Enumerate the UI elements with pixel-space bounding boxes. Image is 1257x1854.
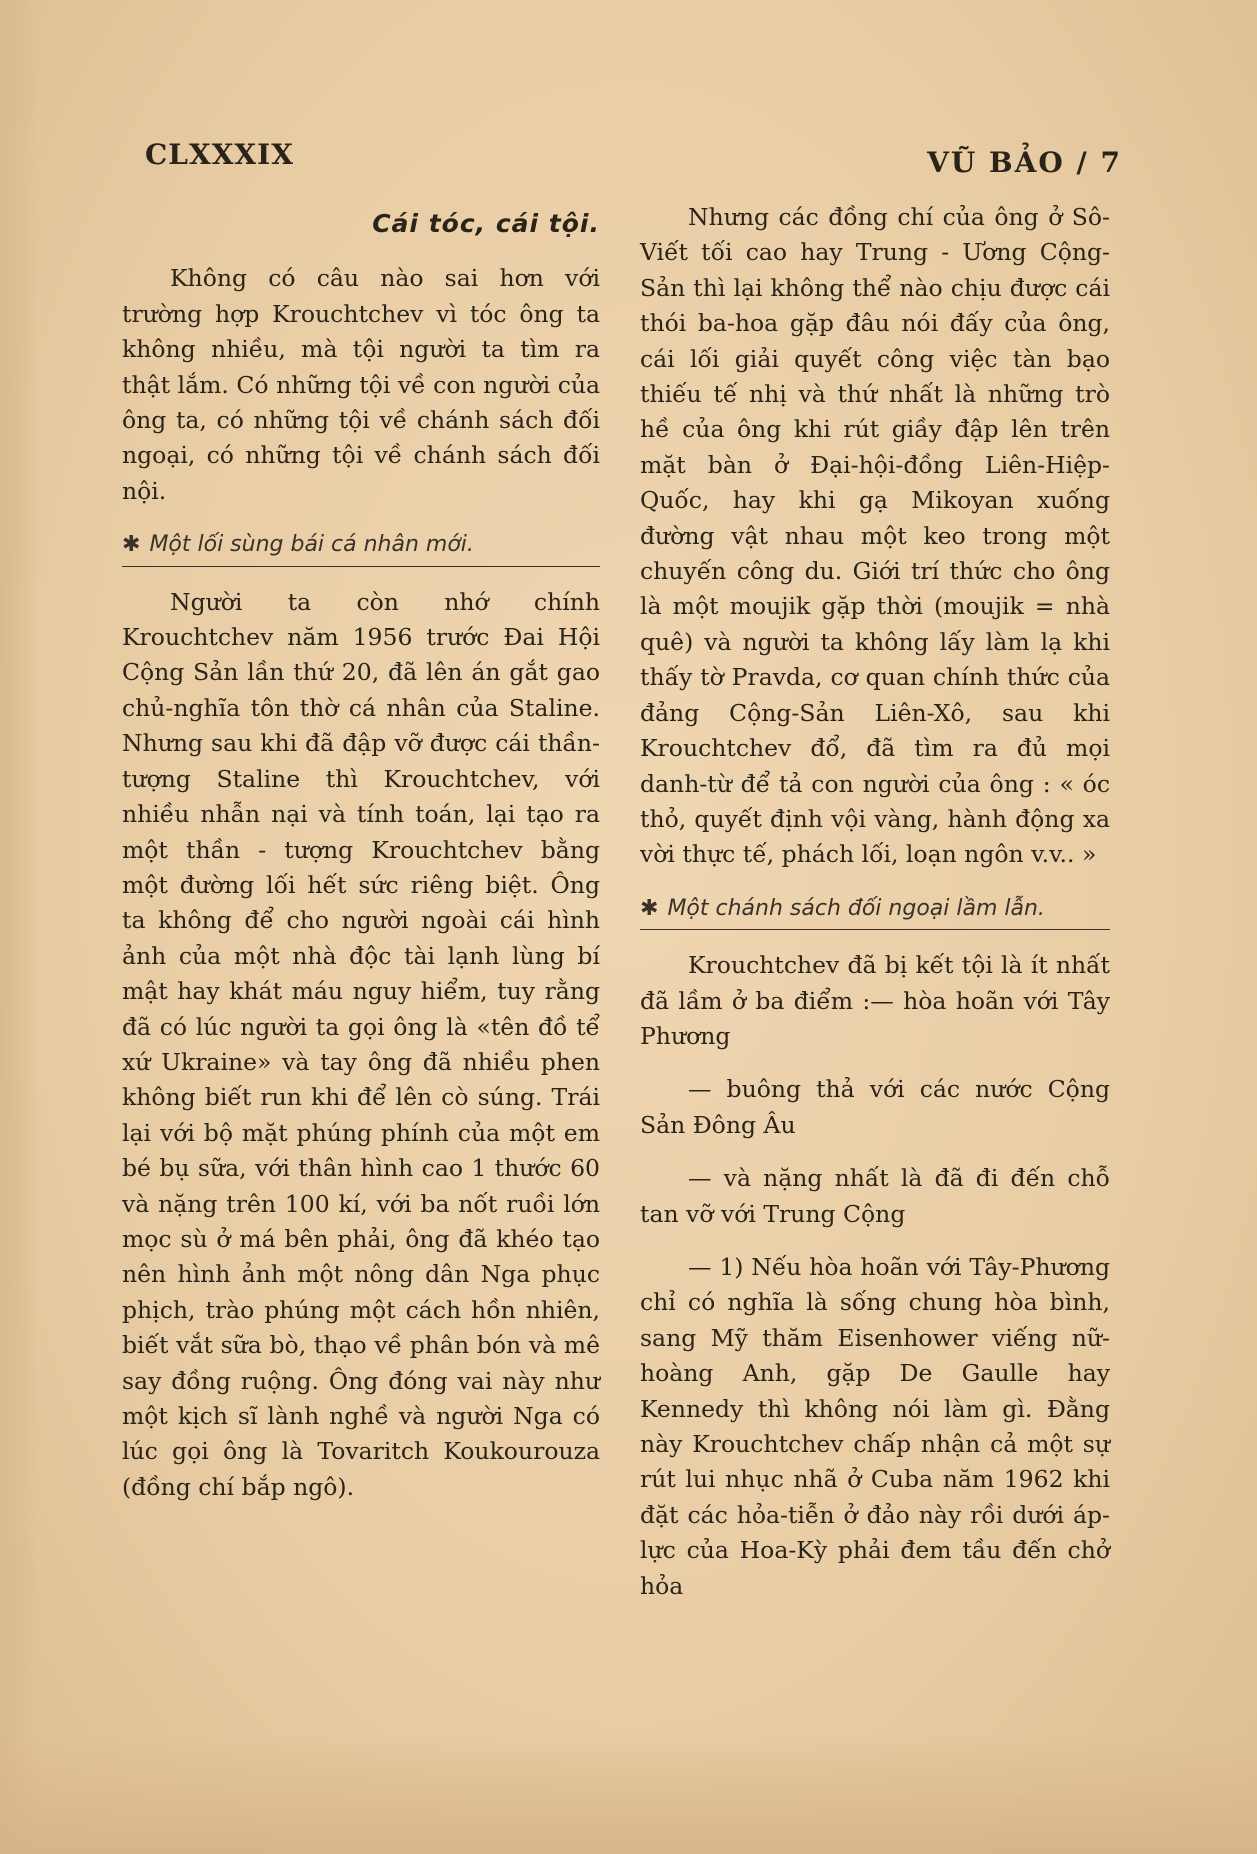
paragraph: Nhưng các đồng chí của ông ở Sô-Viết tối cao hay Trung - Ương Cộng-Sản thì lại không thể nào chịu được cái thói ba-hoa gặp đâu nói đấy của ông, cái lối giải quyết công việc tàn bạo thiếu tế nhị và thứ nhất là những trò hề của ông khi rút giầy đập lên trên mặt bàn ở Đại-hội-đồng Liên-Hiệp-Quốc, hay khi gạ Mikoyan xuống đường vật nhau một keo trong một chuyến công du. Giới trí thức cho ông là một moujik gặp thời (moujik = nhà quê) và người ta không lấy làm lạ khi thấy tờ Pravda, cơ quan chính thức của đảng Cộng-Sản Liên-Xô, sau khi Krouchtchev đổ, đã tìm ra đủ mọi danh-từ để tả con người của ông : « óc thỏ, quyết định vội vàng, hành động xa vời thực tế, phách lối, loạn ngôn v.v.. » — [640, 203, 1110, 869]
right-column — [640, 200, 1110, 1604]
article-title: Cái tóc, cái tội. — [372, 209, 600, 238]
star-icon: ✱ — [640, 895, 659, 921]
paragraph: — buông thả với các nước Cộng Sản Đông Âu — [640, 1075, 1110, 1139]
section-heading-text: Một chánh sách đối ngoại lầm lẫn. — [667, 895, 1045, 921]
star-icon: ✱ — [122, 532, 141, 558]
paragraph: — và nặng nhất là đã đi đến chỗ tan vỡ với Trung Cộng — [640, 1164, 1110, 1228]
paragraph: — 1) Nếu hòa hoãn với Tây-Phương chỉ có nghĩa là sống chung hòa bình, sang Mỹ thăm Eisenhower viếng nữ-hoàng Anh, gặp De Gaulle hay Kennedy thì không nói làm gì. Đằng này Krouchtchev chấp nhận cả một sự rút lui nhục nhã ở Cuba năm 1962 khi đặt các hỏa-tiễn ở đảo này rồi dưới áp-lực của Hoa-Kỳ phải đem tầu đến chở hỏa — [640, 1252, 1110, 1600]
page-heading-number: CLXXXIX — [145, 138, 294, 171]
left-column — [122, 200, 600, 1505]
paragraph: Không có câu nào sai hơn với trường hợp Krouchtchev vì tóc ông ta không nhiều, mà tội người ta tìm ra thật lắm. Có những tội về con người của ông ta, có những tội về chánh sách đối ngoại, có những tội về chánh sách đối nội. — [122, 264, 600, 505]
paragraph: Krouchtchev đã bị kết tội là ít nhất đã lầm ở ba điểm :— hòa hoãn với Tây Phương — [640, 951, 1110, 1050]
section-heading-text: Một lối sùng bái cá nhân mới. — [149, 532, 474, 558]
section-heading — [640, 891, 1110, 930]
paragraph: Người ta còn nhớ chính Krouchtchev năm 1956 trước Đai Hội Cộng Sản lần thứ 20, đã lên án gắt gao chủ-nghĩa tôn thờ cá nhân của Staline. Nhưng sau khi đã đập vỡ được cái thần-tượng Staline thì Krouchtchev, với nhiều nhẫn nại và tính toán, lại tạo ra một thần - tượng Krouchtchev bằng một đường lối hết sức riêng biệt. Ông ta không để cho người ngoài cái hình ảnh của một nhà độc tài lạnh lùng bí mật hay khát máu nguy hiểm, tuy rằng đã có lúc người ta gọi ông là «tên đồ tể xứ Ukraine» và tay ông đã nhiều phen không biết run khi để lên cò súng. Trái lại với bộ mặt phúng phính của một em bé bụ sữa, với thân hình cao 1 thước 60 và nặng trên 100 kí, với ba nốt ruồi lớn mọc sù ở má bên phải, ông đã khéo tạo nên hình ảnh một nông dân Nga phục phịch, trào phúng một cách hồn nhiên, biết vắt sữa bò, thạo về phân bón và mê say đồng ruộng. Ông đóng vai này như một kịch sĩ lành nghề và người Nga có lúc gọi ông là Tovaritch Koukourouza (đồng chí bắp ngô). — [122, 587, 600, 1501]
author-page-number: VŨ BẢO / 7 — [927, 146, 1122, 179]
section-heading — [122, 527, 600, 566]
